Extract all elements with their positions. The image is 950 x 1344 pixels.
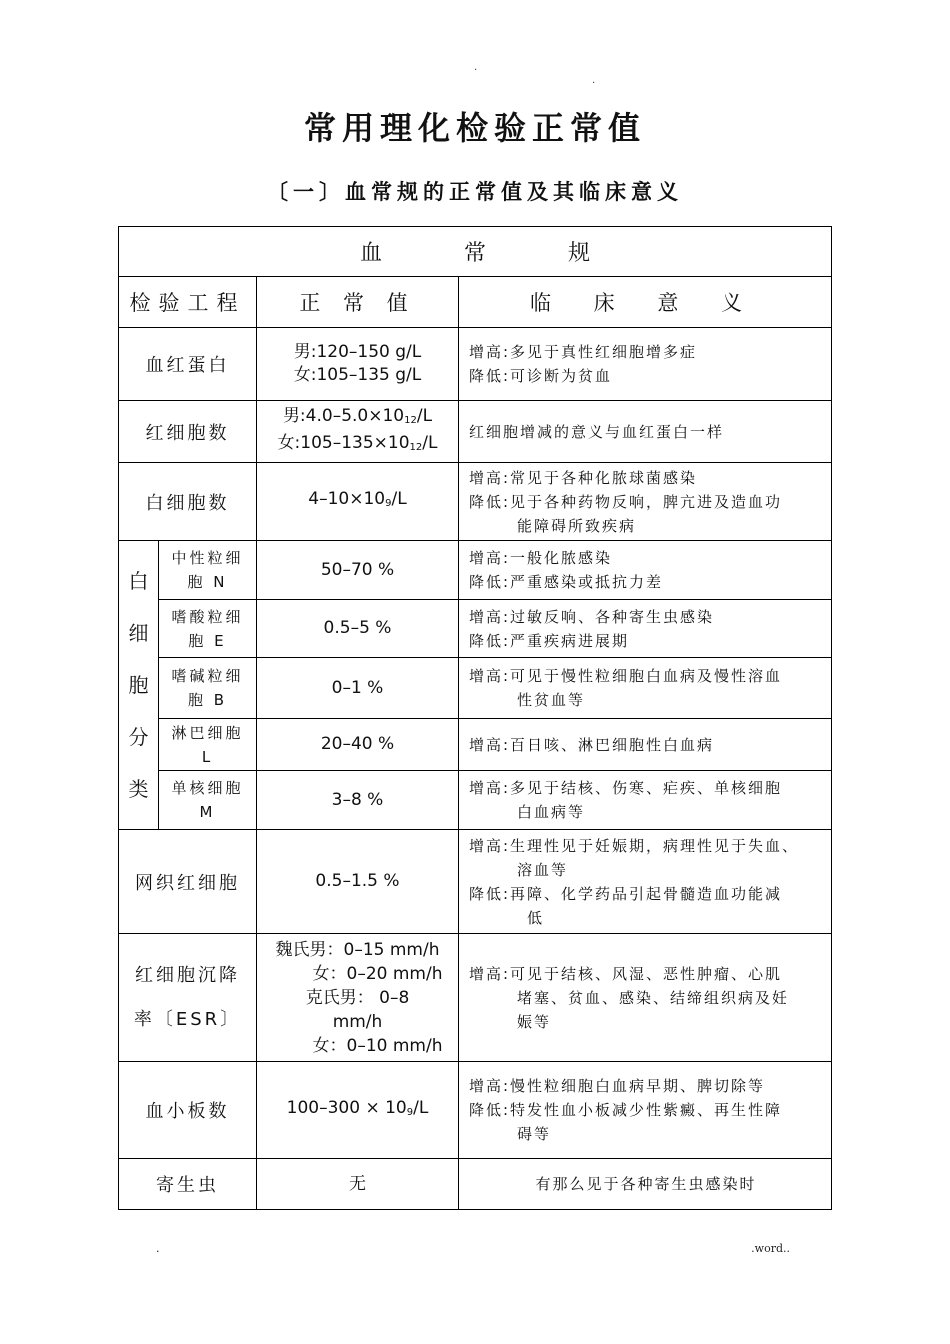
normal-value: 0.5–1.5 % — [257, 830, 459, 934]
table-row — [119, 463, 832, 541]
item-name: 寄生虫 — [119, 1159, 257, 1210]
clinical-significance: 增高:多见于结核、伤寒、疟疾、单核细胞 白血病等 — [459, 771, 832, 830]
clinical-significance: 增高:生理性见于妊娠期，病理性见于失血、 溶血等 降低:再障、化学药品引起骨髓造血功能减 低 — [459, 830, 832, 934]
table-row — [119, 1062, 832, 1159]
item-name: 嗜碱粒细 胞 B — [159, 658, 257, 719]
clinical-significance: 增高:多见于真性红细胞增多症 降低:可诊断为贫血 — [459, 328, 832, 401]
table-caption: 血 常 规 — [119, 227, 832, 277]
item-name: 淋巴细胞 L — [159, 719, 257, 771]
table-row — [119, 719, 832, 771]
item-name: 血红蛋白 — [119, 328, 257, 401]
clinical-significance: 增高:一般化脓感染 降低:严重感染或抵抗力差 — [459, 541, 832, 600]
clinical-significance: 增高:可见于慢性粒细胞白血病及慢性溶血 性贫血等 — [459, 658, 832, 719]
item-name: 网织红细胞 — [119, 830, 257, 934]
normal-value: 0.5–5 % — [257, 600, 459, 658]
clinical-significance: 增高:常见于各种化脓球菌感染 降低:见于各种药物反响，脾亢进及造血功 能障碍所致疾病 — [459, 463, 832, 541]
page-title: 常用理化检验正常值 — [303, 109, 646, 147]
clinical-significance: 有那么见于各种寄生虫感染时 — [459, 1159, 832, 1210]
table-row — [119, 1159, 832, 1210]
header-clinical-significance: 临 床 意 义 — [459, 277, 832, 328]
clinical-significance: 增高:慢性粒细胞白血病早期、脾切除等 降低:特发性血小板减少性紫癜、再生性障 碍等 — [459, 1062, 832, 1159]
item-name: 血小板数 — [119, 1062, 257, 1159]
clinical-significance: 增高:可见于结核、风湿、恶性肿瘤、心肌 堵塞、贫血、感染、结缔组织病及妊 娠等 — [459, 934, 832, 1062]
footer-word-mark: .word.. — [751, 1242, 790, 1255]
normal-value: 魏氏男：0–15 mm/h 女：0–20 mm/h 克氏男： 0–8 mm/h 女：0–10 mm/h — [257, 934, 459, 1062]
clinical-significance: 增高:百日咳、淋巴细胞性白血病 — [459, 719, 832, 771]
table-row — [119, 401, 832, 463]
normal-value: 男:120–150 g/L 女:105–135 g/L — [257, 328, 459, 401]
clinical-significance: 红细胞增减的意义与血红蛋白一样 — [459, 401, 832, 463]
table-row — [119, 328, 832, 401]
header-normal-value: 正 常 值 — [257, 277, 459, 328]
normal-value: 3–8 % — [257, 771, 459, 830]
table-row — [119, 771, 832, 830]
normal-value: $100-300 \times 10_9/L$ — [257, 1062, 459, 1159]
table-row — [119, 600, 832, 658]
item-name: 白细胞数 — [119, 463, 257, 541]
table-caption-row — [119, 227, 832, 277]
table-row — [119, 934, 832, 1062]
table-row — [119, 541, 832, 600]
normal-value: 0–1 % — [257, 658, 459, 719]
footer-left-mark: . — [156, 1242, 160, 1255]
item-name: 红细胞沉降 率〔ESR〕 — [119, 934, 257, 1062]
table-row — [119, 658, 832, 719]
normal-value: 20–40 % — [257, 719, 459, 771]
normal-value: 男$:4.0-5.0\times 10_{12}/L$ 女$:105-135\times 10_{12}/L$ — [257, 401, 459, 463]
table-row — [119, 830, 832, 934]
table-header-row — [119, 277, 832, 328]
item-name: 嗜酸粒细 胞 E — [159, 600, 257, 658]
blood-routine-table — [118, 226, 832, 1210]
wbc-differential-label: 白 细 胞 分 类 — [119, 541, 159, 830]
normal-value: 无 — [257, 1159, 459, 1210]
item-name: 红细胞数 — [119, 401, 257, 463]
top-mark-1: . — [474, 62, 478, 73]
header-item: 检验工程 — [119, 277, 257, 328]
normal-value: $4-10\times 10_9/L$ — [257, 463, 459, 541]
top-mark-2: . — [592, 75, 596, 86]
section-subtitle: 〔一〕血常规的正常值及其临床意义 — [267, 180, 683, 204]
item-name: 中性粒细 胞 N — [159, 541, 257, 600]
item-name: 单核细胞 M — [159, 771, 257, 830]
clinical-significance: 增高:过敏反响、各种寄生虫感染 降低:严重疾病进展期 — [459, 600, 832, 658]
normal-value: 50–70 % — [257, 541, 459, 600]
